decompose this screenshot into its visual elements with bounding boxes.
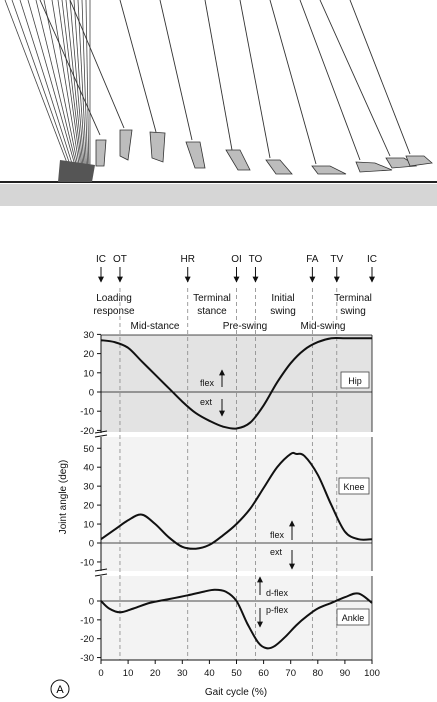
y-tick-label: 20 <box>83 500 94 512</box>
phase-initial-swing-line1: Initial <box>271 293 295 304</box>
gait-event-label: FA <box>306 254 319 265</box>
knee-flex-label: flex <box>270 530 285 540</box>
hip-flex-label: flex <box>200 378 215 388</box>
phase-labels <box>93 293 371 332</box>
ankle-dflex-label: d-flex <box>266 588 289 598</box>
y-tick-label: 10 <box>83 519 94 531</box>
joint-legend-label: Hip <box>348 376 362 386</box>
gait-illustration <box>0 0 437 206</box>
swing-leg-line <box>350 0 410 154</box>
swing-leg-line <box>205 0 232 150</box>
swing-foot <box>266 160 292 174</box>
gait-event-label: OI <box>231 254 242 265</box>
stance-leg-line <box>20 0 76 176</box>
swing-leg-line <box>320 0 390 156</box>
x-tick-label: 100 <box>364 668 380 679</box>
panel-label: A <box>56 684 64 696</box>
phase-terminal-swing-line2: swing <box>340 306 366 317</box>
phase-mid-stance: Mid-stance <box>130 321 180 332</box>
y-tick-label: 30 <box>83 481 94 493</box>
swing-leg-line <box>240 0 270 158</box>
swing-foot <box>226 150 250 170</box>
y-axis-label: Joint angle (deg) <box>58 459 69 535</box>
y-tick-label: -30 <box>80 653 94 665</box>
phase-pre-swing: Pre-swing <box>222 321 268 332</box>
x-tick-label: 40 <box>204 668 215 679</box>
gait-event-label: OT <box>113 254 127 265</box>
x-tick-label: 90 <box>339 668 351 679</box>
phase-loading-response-line1: Loading <box>96 293 132 304</box>
x-tick-label: 0 <box>98 668 104 679</box>
y-tick-label: -20 <box>80 425 94 437</box>
joint-legend-label: Knee <box>343 482 365 492</box>
y-tick-label: 50 <box>83 443 94 455</box>
joint-angle-plots <box>80 288 380 679</box>
phase-mid-swing: Mid-swing <box>300 321 346 332</box>
gait-event-label: TO <box>248 254 263 265</box>
gait-event-label: HR <box>180 254 195 265</box>
gait-event-label: IC <box>367 254 377 265</box>
y-tick-label: 30 <box>83 329 94 341</box>
x-tick-label: 20 <box>149 668 161 679</box>
hip-ext-label: ext <box>200 397 213 407</box>
swing-foot <box>120 130 132 160</box>
y-tick-label: 20 <box>83 349 94 361</box>
joint-legend-label: Ankle <box>341 613 365 623</box>
x-tick-label: 60 <box>258 668 269 679</box>
swing-foot <box>96 140 106 166</box>
swing-foot <box>406 156 432 166</box>
y-tick-label: -20 <box>80 634 94 646</box>
x-tick-label: 70 <box>285 668 296 679</box>
floor-shadow <box>0 184 437 206</box>
y-tick-label: -10 <box>80 615 94 627</box>
y-tick-label: 0 <box>88 387 94 399</box>
phase-terminal-swing-line1: Terminal <box>334 293 372 304</box>
swing-foot <box>150 132 165 162</box>
stance-leg-line <box>28 0 78 176</box>
leg-stick-figures <box>5 0 432 182</box>
x-tick-label: 80 <box>312 668 324 679</box>
phase-terminal-stance-line1: Terminal <box>193 293 231 304</box>
y-tick-label: 0 <box>88 538 94 550</box>
swing-foot <box>356 162 392 172</box>
x-tick-label: 10 <box>122 668 134 679</box>
swing-leg-line <box>300 0 360 160</box>
x-tick-label: 30 <box>177 668 188 679</box>
y-tick-label: 10 <box>83 368 94 380</box>
gait-event-label: IC <box>96 254 106 265</box>
y-tick-label: 40 <box>83 462 94 474</box>
gait-events <box>96 254 377 282</box>
y-tick-label: 0 <box>88 596 94 608</box>
x-axis-label: Gait cycle (%) <box>204 687 268 698</box>
ankle-pflex-label: p-flex <box>266 605 289 615</box>
swing-leg-line <box>120 0 156 132</box>
stance-leg-line <box>12 0 74 176</box>
x-axis <box>98 660 380 679</box>
gait-event-label: TV <box>330 254 344 265</box>
phase-loading-response-line2: response <box>93 306 135 317</box>
phase-terminal-stance-line2: stance <box>197 306 227 317</box>
phase-initial-swing-line2: swing <box>270 306 296 317</box>
y-tick-label: -10 <box>80 406 94 418</box>
y-tick-label: -10 <box>80 557 94 569</box>
knee-ext-label: ext <box>270 547 283 557</box>
swing-foot <box>312 166 346 174</box>
swing-foot <box>186 142 205 168</box>
stance-feet-cluster <box>58 160 95 182</box>
swing-leg-line <box>160 0 192 140</box>
stance-leg-line <box>52 0 81 176</box>
x-tick-label: 50 <box>231 668 242 679</box>
